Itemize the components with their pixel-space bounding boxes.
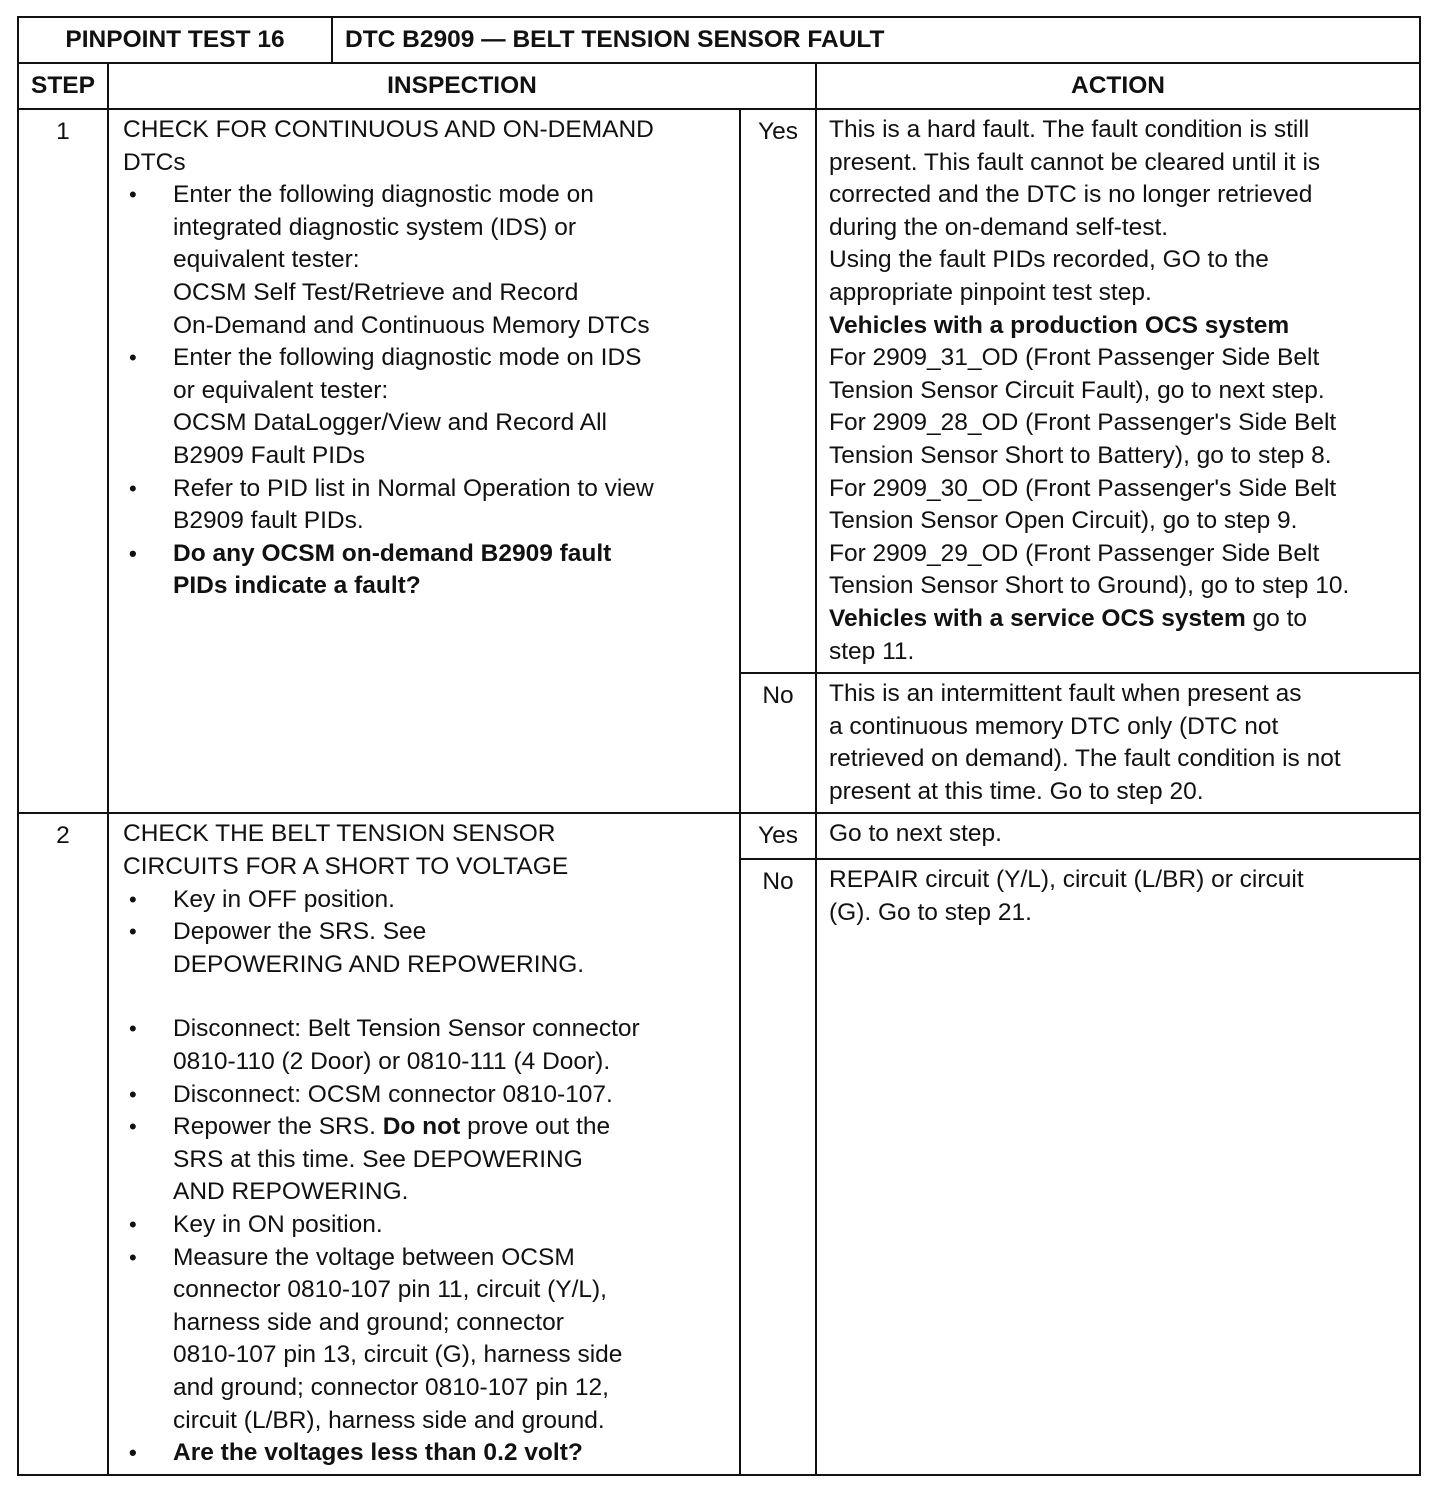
step2-bullet-2 [123, 916, 733, 1013]
step2-bullet-7 [123, 1242, 733, 1438]
step2-bullet-3 [123, 1013, 733, 1078]
bullet-text [173, 1111, 733, 1144]
bullet-text: 0810-110 (2 Door) or 0810-111 (4 Door). [173, 1048, 611, 1076]
action-line [829, 603, 1413, 636]
bullet-text: On-Demand and Continuous Memory DTCs [173, 311, 650, 339]
action-line: present at this time. Go to step 20. [829, 777, 1204, 805]
step2-bullets [123, 884, 733, 1470]
action-line: appropriate pinpoint test step. [829, 278, 1152, 306]
bullet-text: • Key in ON position. [173, 1211, 383, 1238]
bullet-text: and ground; connector 0810-107 pin 12, [173, 1373, 609, 1401]
step2-title-line1: CHECK THE BELT TENSION SENSOR [123, 820, 556, 848]
step1-yes-action [816, 109, 1420, 673]
bullet-text: 0810-107 pin 13, circuit (G), harness side [173, 1341, 623, 1369]
step2-yes-row [18, 813, 1420, 859]
test-label: PINPOINT TEST 16 [19, 18, 333, 62]
bullet-text: B2909 Fault PIDs [173, 441, 366, 469]
bullet-text: • Are the voltages less than 0.2 volt? [173, 1439, 583, 1467]
bullet-text: B2909 fault PIDs. [173, 507, 364, 535]
action-line: Tension Sensor Short to Battery), go to step 8. [829, 441, 1332, 469]
step2-no-label: No [740, 859, 816, 1474]
step1-inspection [108, 109, 740, 813]
column-step: STEP [18, 63, 108, 109]
step2-bullet-6 [123, 1209, 733, 1242]
bullet-text: SRS at this time. See DEPOWERING [173, 1145, 583, 1173]
bullet-text: equivalent tester: [173, 246, 360, 274]
bullet-text: • Key in OFF position. [173, 885, 395, 913]
action-line: Using the fault PIDs recorded, GO to the [829, 246, 1269, 274]
action-line-heading: Vehicles with a production OCS system [829, 311, 1290, 339]
action-line: For 2909_30_OD (Front Passenger's Side Belt [829, 474, 1337, 502]
bullet-text: • Depower the SRS. See [173, 918, 427, 946]
bullet-text-part: prove out the [460, 1113, 611, 1141]
step2-number: 2 [18, 813, 108, 1474]
step2-yes-action [816, 813, 1420, 859]
title-row [18, 17, 1420, 63]
step2-inspection [108, 813, 740, 1474]
bullet-text: OCSM Self Test/Retrieve and Record [173, 278, 579, 306]
step1-bullet-question [123, 538, 733, 603]
bullet-text: • Disconnect: Belt Tension Sensor connector [173, 1015, 640, 1043]
bullet-text: • Do any OCSM on-demand B2909 fault [173, 539, 612, 567]
step2-bullet-question [123, 1437, 733, 1470]
bullet-text: • Disconnect: OCSM connector 0810-107. [173, 1080, 613, 1108]
step2-bullet-5 [123, 1111, 733, 1209]
column-action: ACTION [816, 63, 1420, 109]
column-inspection: INSPECTION [108, 63, 816, 109]
step1-no-label: No [740, 673, 816, 813]
action-line: Tension Sensor Open Circuit), go to step 9. [829, 507, 1298, 535]
step1-bullet-1 [123, 179, 733, 342]
action-line: REPAIR circuit (Y/L), circuit (L/BR) or circuit [829, 866, 1304, 894]
bullet-text: • Measure the voltage between OCSM [173, 1243, 575, 1271]
step1-title-line1: CHECK FOR CONTINUOUS AND ON-DEMAND [123, 116, 654, 143]
bullet-text: AND REPOWERING. [173, 1178, 409, 1206]
action-line: (G). Go to step 21. [829, 899, 1032, 927]
step1-no-action [816, 673, 1420, 813]
step1-bullet-3 [123, 473, 733, 538]
action-line: a continuous memory DTC only (DTC not [829, 712, 1279, 740]
action-line: step 11. [829, 637, 915, 665]
bullet-text: connector 0810-107 pin 11, circuit (Y/L), [173, 1276, 607, 1304]
step1-yes-label: Yes [740, 109, 816, 673]
bullet-text: • Refer to PID list in Normal Operation to view [173, 474, 654, 502]
bullet-text: harness side and ground; connector [173, 1308, 564, 1336]
pinpoint-test-table [17, 16, 1421, 1476]
action-line: corrected and the DTC is no longer retrieved [829, 181, 1313, 209]
bullet-text: OCSM DataLogger/View and Record All [173, 409, 607, 437]
action-line: For 2909_29_OD (Front Passenger Side Belt [829, 539, 1320, 567]
action-line-rest: go to [1245, 604, 1308, 632]
step2-bullet-4 [123, 1079, 733, 1112]
bullet-text: • Enter the following diagnostic mode on IDS [173, 344, 642, 372]
action-line: For 2909_28_OD (Front Passenger's Side Belt [829, 409, 1337, 437]
bullet-text: or equivalent tester: [173, 376, 389, 404]
action-line: present. This fault cannot be cleared until it is [829, 148, 1321, 176]
step2-no-action [816, 859, 1420, 1474]
step2-yes-label: Yes [740, 813, 816, 859]
step1-bullet-2 [123, 342, 733, 472]
step1-yes-row [18, 109, 1420, 673]
step1-title-line2: DTCs [123, 148, 186, 176]
bullet-text: integrated diagnostic system (IDS) or [173, 213, 577, 241]
bullet-text: circuit (L/BR), harness side and ground. [173, 1406, 605, 1434]
bullet-text: DEPOWERING AND REPOWERING. [173, 950, 585, 978]
bullet-text: • Enter the following diagnostic mode on [173, 181, 594, 209]
test-title: DTC B2909 — BELT TENSION SENSOR FAULT [345, 25, 885, 53]
action-line: This is a hard fault. The fault condition is still [829, 116, 1310, 143]
bullet-text: PIDs indicate a fault? [173, 572, 421, 600]
action-line: during the on-demand self-test. [829, 213, 1169, 241]
column-header-row [18, 63, 1420, 109]
step1-bullets [123, 179, 733, 603]
action-line: Tension Sensor Circuit Fault), go to next step. [829, 376, 1325, 404]
step2-title-line2: CIRCUITS FOR A SHORT TO VOLTAGE [123, 853, 569, 881]
action-line: This is an intermittent fault when present as [829, 680, 1302, 708]
action-line: retrieved on demand). The fault condition is not [829, 745, 1341, 773]
action-line: Tension Sensor Short to Ground), go to step 10. [829, 572, 1350, 600]
bullet-text-part: Repower the SRS. [173, 1113, 383, 1141]
step1-number: 1 [18, 109, 108, 813]
action-line: For 2909_31_OD (Front Passenger Side Belt [829, 344, 1320, 372]
step2-bullet-1 [123, 884, 733, 917]
action-line-heading: Vehicles with a service OCS system [829, 604, 1246, 632]
bullet-text-emphasis: Do not [382, 1113, 461, 1141]
action-line: Go to next step. [829, 820, 1002, 848]
